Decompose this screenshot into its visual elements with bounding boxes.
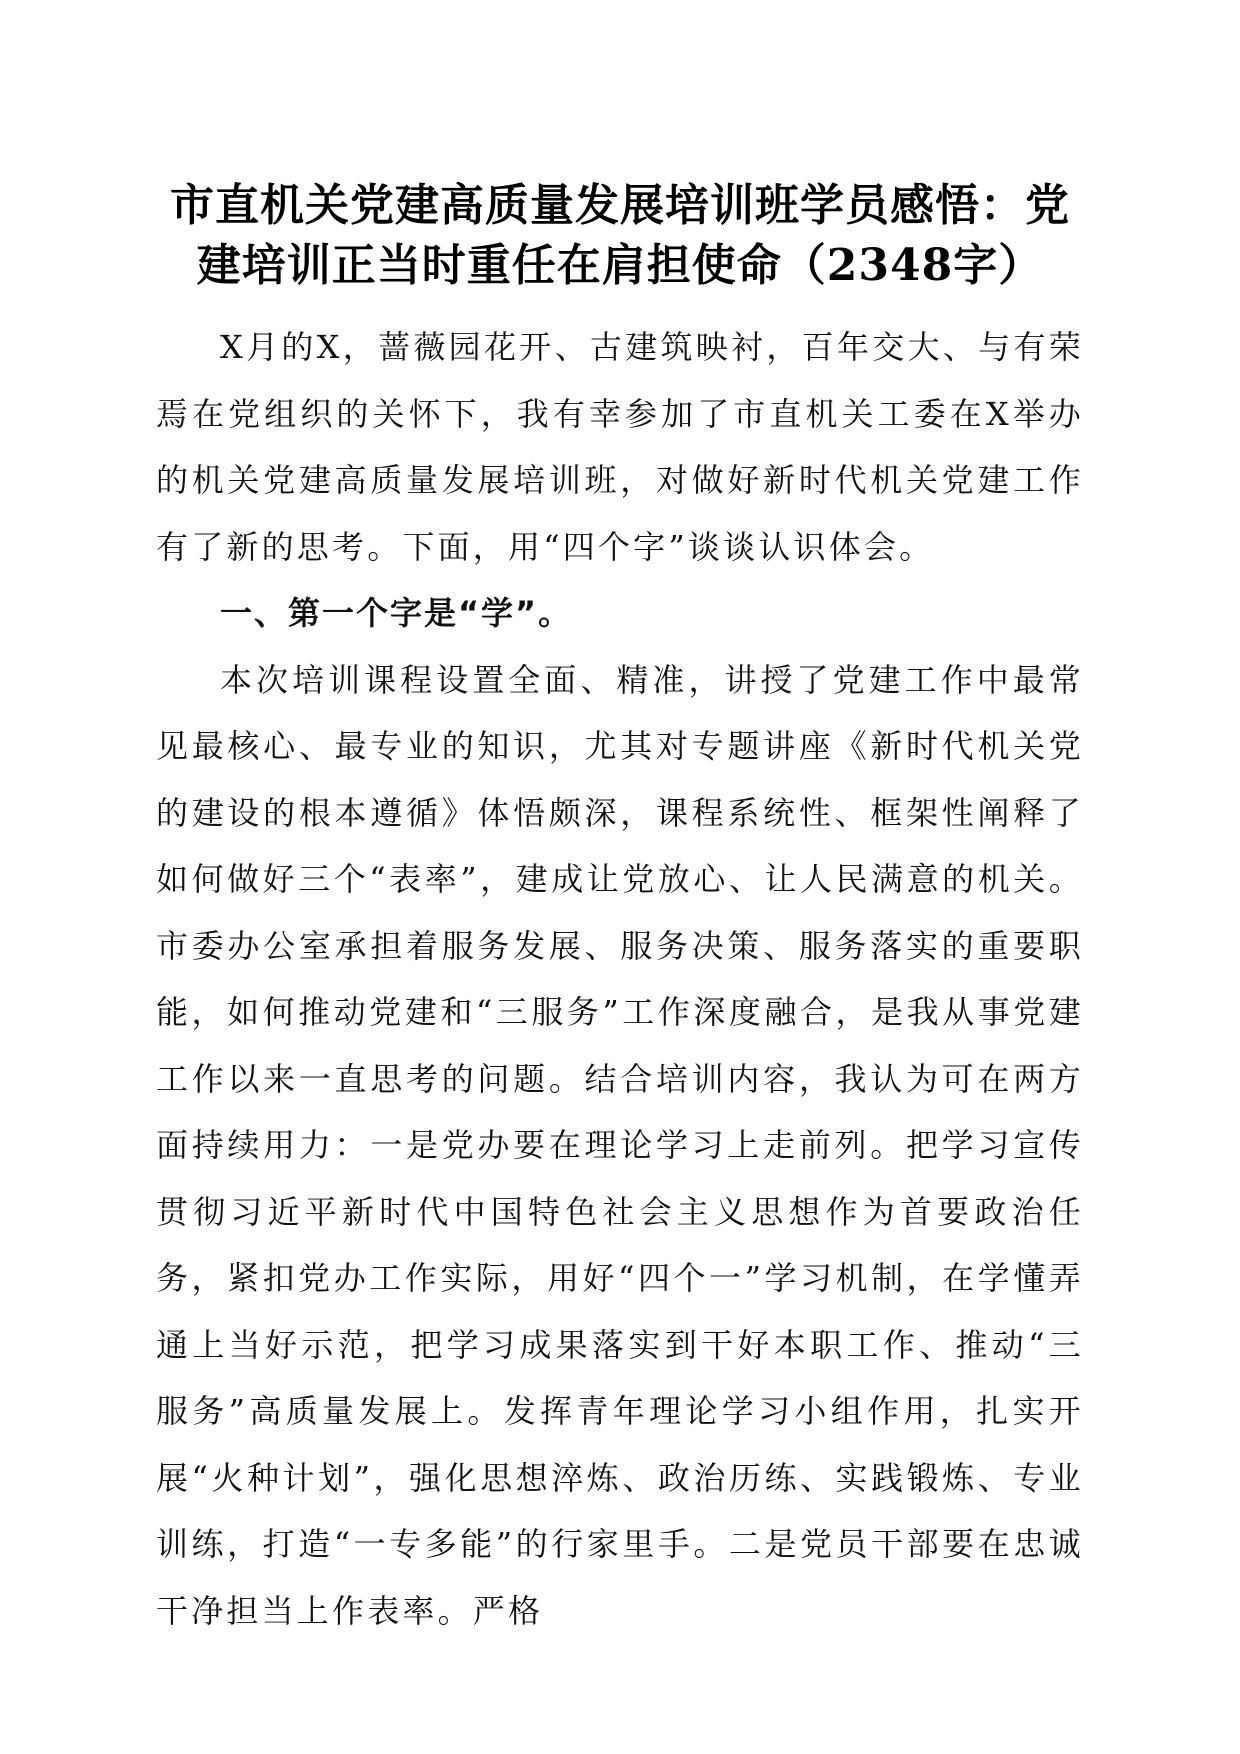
section-1-paragraph: 本次培训课程设置全面、精准，讲授了党建工作中最常见最核心、最专业的知识，尤其对专题讲座《新时代机关党的建设的根本遵循》体悟颇深，课程系统性、框架性阐释了如何做好三个“表率”，建成让党放心、让人民满意的机关。市委办公室承担着服务发展、服务决策、服务落实的重要职能，如何推动党建和“三服务”工作深度融合，是我从事党建工作以来一直思考的问题。结合培训内容，我认为可在两方面持续用力：一是党办要在理论学习上走前列。把学习宣传贯彻习近平新时代中国特色社会主义思想作为首要政治任务，紧扣党办工作实际，用好“四个一”学习机制，在学懂弄通上当好示范，把学习成果落实到干好本职工作、推动“三服务”高质量发展上。发挥青年理论学习小组作用，扎实开展“火种计划”，强化思想淬炼、政治历练、实践锻炼、专业训练，打造“一专多能”的行家里手。二是党员干部要在忠诚干净担当上作表率。严格 <box>156 660 1084 1630</box>
document-title: 市直机关党建高质量发展培训班学员感悟：党建培训正当时重任在肩担使命（2348字） <box>170 180 1070 291</box>
intro-paragraph: X月的X，蔷薇园花开、古建筑映衬，百年交大、与有荣焉在党组织的关怀下，我有幸参加了市直机关工委在X举办的机关党建高质量发展培训班，对做好新时代机关党建工作有了新的思考。下面，用“四个字”谈谈认识体会。 <box>156 328 1084 566</box>
section-heading-1: 一、第一个字是“学”。 <box>220 594 573 632</box>
document-body <box>156 314 1084 1644</box>
